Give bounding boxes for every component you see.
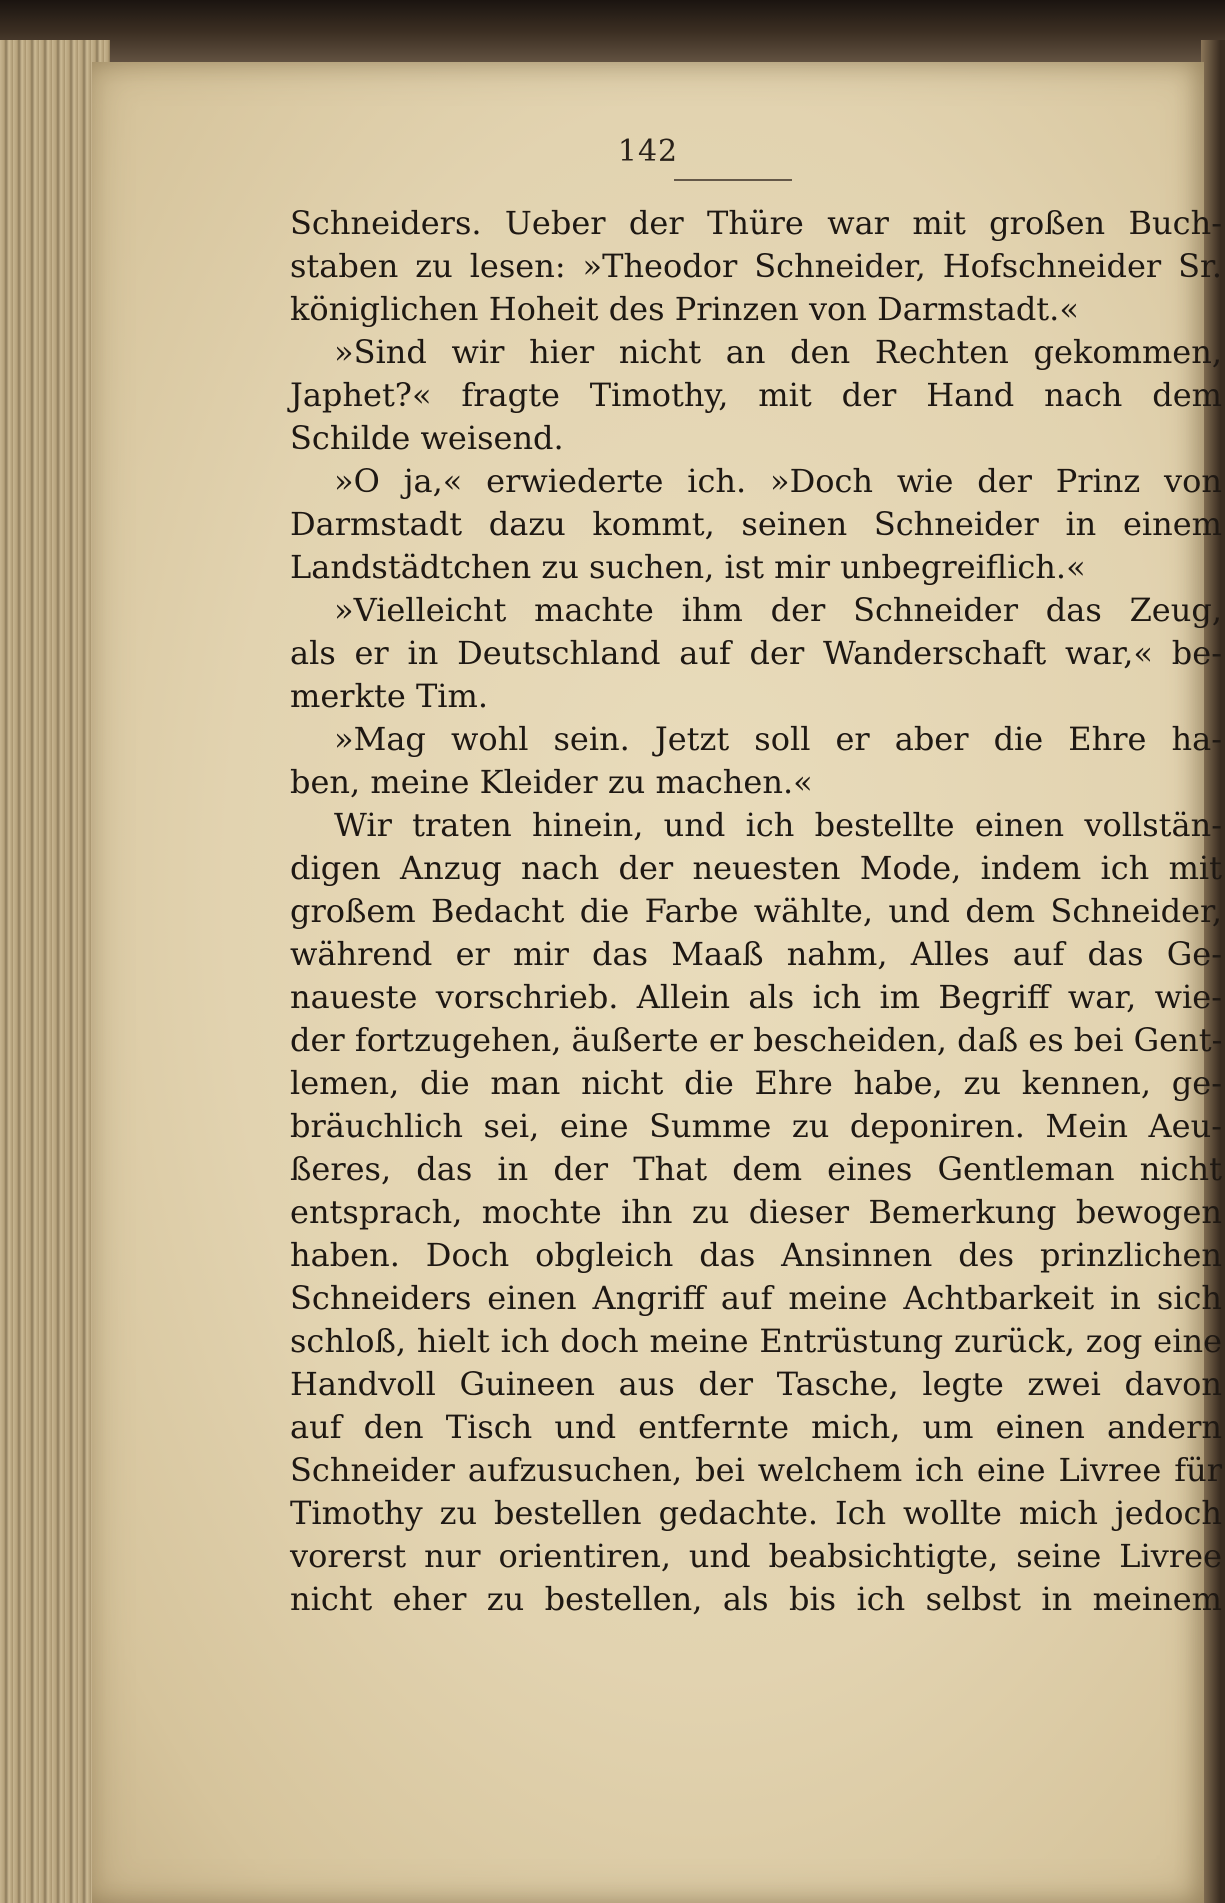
text-line: schloß, hielt ich doch meine Entrüstung zurück, zog eine — [290, 1322, 1222, 1360]
text-line: Timothy zu bestellen gedachte. Ich wollte mich jedoch — [290, 1494, 1222, 1532]
text-line: während er mir das Maaß nahm, Alles auf das Ge- — [290, 935, 1222, 973]
text-line: Japhet?« fragte Timothy, mit der Hand nach dem — [290, 376, 1222, 414]
text-line: haben. Doch obgleich das Ansinnen des prinzlichen — [290, 1236, 1222, 1274]
text-line: auf den Tisch und entfernte mich, um einen andern — [290, 1408, 1222, 1446]
text-line: staben zu lesen: »Theodor Schneider, Hofschneider Sr. — [290, 247, 1222, 285]
text-line: nicht eher zu bestellen, als bis ich selbst in meinem — [290, 1580, 1222, 1618]
text-line: »Sind wir hier nicht an den Rechten gekommen, — [334, 333, 1222, 371]
text-line: Schilde weisend. — [290, 419, 564, 457]
text-line: als er in Deutschland auf der Wanderschaft war,« be- — [290, 634, 1222, 672]
text-line: lemen, die man nicht die Ehre habe, zu kennen, ge- — [290, 1064, 1222, 1102]
text-line: Darmstadt dazu kommt, seinen Schneider in einem — [290, 505, 1222, 543]
text-line: vorerst nur orientiren, und beabsichtigte, seine Livree — [290, 1537, 1222, 1575]
page-number: 142 — [617, 134, 679, 169]
text-line: »Vielleicht machte ihm der Schneider das Zeug, — [334, 591, 1222, 629]
text-line: bräuchlich sei, eine Summe zu deponiren. Mein Aeu- — [290, 1107, 1222, 1145]
text-line: der fortzugehen, äußerte er bescheiden, daß es bei Gent- — [290, 1021, 1223, 1059]
text-line: königlichen Hoheit des Prinzen von Darmstadt.« — [290, 290, 1079, 328]
text-line: naueste vorschrieb. Allein als ich im Begriff war, wie- — [290, 978, 1222, 1016]
text-line: »Mag wohl sein. Jetzt soll er aber die Ehre ha- — [334, 720, 1222, 758]
text-line: »O ja,« erwiederte ich. »Doch wie der Prinz von — [334, 462, 1222, 500]
text-line: Handvoll Guineen aus der Tasche, legte zwei davon — [290, 1365, 1222, 1403]
text-line: Wir traten hinein, und ich bestellte einen vollstän- — [334, 806, 1222, 844]
book-cover-top — [0, 0, 1225, 70]
text-line: Landstädtchen zu suchen, ist mir unbegreiflich.« — [290, 548, 1086, 586]
text-line: Schneiders einen Angriff auf meine Achtbarkeit in sich — [290, 1279, 1222, 1317]
text-line: digen Anzug nach der neuesten Mode, indem ich mit — [290, 849, 1222, 887]
book-page — [92, 62, 1223, 1903]
text-line: großem Bedacht die Farbe wählte, und dem Schneider, — [290, 892, 1222, 930]
body-text — [290, 202, 1222, 1662]
text-line: merkte Tim. — [290, 677, 489, 715]
text-line: Schneiders. Ueber der Thüre war mit großen Buch- — [290, 204, 1222, 242]
text-line: ben, meine Kleider zu machen.« — [290, 763, 813, 801]
header-rule — [674, 179, 792, 181]
text-line: ßeres, das in der That dem eines Gentleman nicht — [290, 1150, 1222, 1188]
text-line: Schneider aufzusuchen, bei welchem ich eine Livree für — [290, 1451, 1222, 1489]
text-line: entsprach, mochte ihn zu dieser Bemerkung bewogen — [290, 1193, 1222, 1231]
